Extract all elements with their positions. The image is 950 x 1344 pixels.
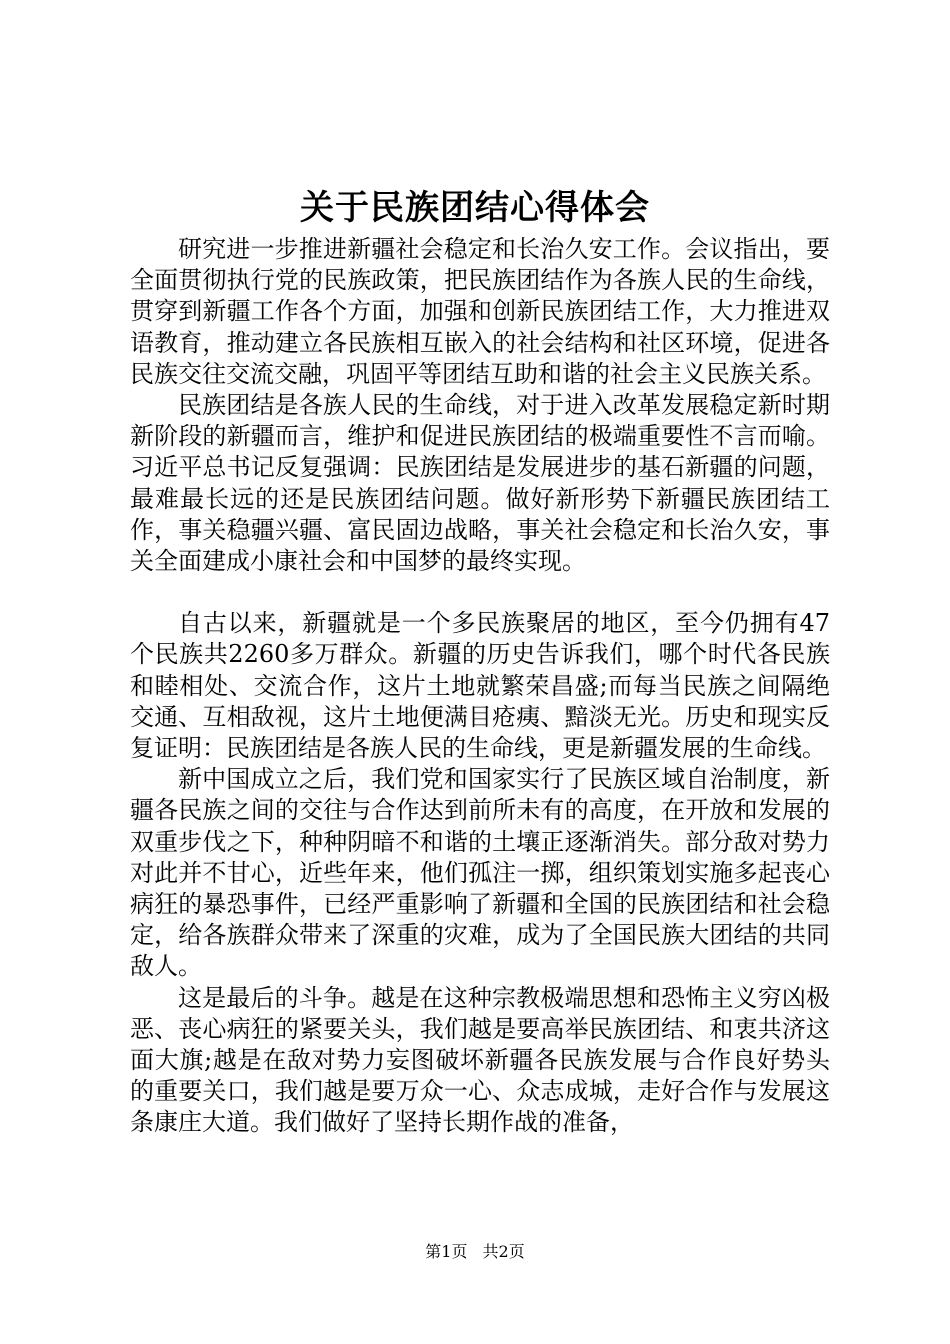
paragraph-3: 自古以来，新疆就是一个多民族聚居的地区，至今仍拥有47个民族共2260多万群众。新疆的历史告诉我们，哪个时代各民族和睦相处、交流合作，这片土地就繁荣昌盛;而每当民族之间隔绝交通、互相敌视，这片土地便满目疮痍、黯淡无光。历史和现实反复证明：民族团结是各族人民的生命线，更是新疆发展的生命线。 [130, 609, 830, 763]
paragraph-1: 研究进一步推进新疆社会稳定和长治久安工作。会议指出，要全面贯彻执行党的民族政策，把民族团结作为各族人民的生命线，贯穿到新疆工作各个方面，加强和创新民族团结工作，大力推进双语教育，推动建立各民族相互嵌入的社会结构和社区环境，促进各民族交往交流交融，巩固平等团结互助和谐的社会主义民族关系。 [130, 235, 830, 388]
page-total: 共2页 [482, 1242, 525, 1261]
paragraph-2: 民族团结是各族人民的生命线，对于进入改革发展稳定新时期新阶段的新疆而言，维护和促进民族团结的极端重要性不言而喻。习近平总书记反复强调：民族团结是发展进步的基石新疆的问题，最难最长远的还是民族团结问题。做好新形势下新疆民族团结工作，事关稳疆兴疆、富民固边战略，事关社会稳定和长治久安，事关全面建成小康社会和中国梦的最终实现。 [130, 391, 830, 576]
document-body [130, 234, 830, 1139]
page-number: 第1页 [425, 1242, 468, 1261]
paragraph-4: 新中国成立之后，我们党和国家实行了民族区域自治制度，新疆各民族之间的交往与合作达到前所未有的高度，在开放和发展的双重步伐之下，种种阴暗不和谐的土壤正逐渐消失。部分敌对势力对此并不甘心，近些年来，他们孤注一掷，组织策划实施多起丧心病狂的暴恐事件，已经严重影响了新疆和全国的民族团结和社会稳定，给各族群众带来了深重的灾难，成为了全国民族大团结的共同敌人。 [130, 765, 830, 981]
paragraph-5: 这是最后的斗争。越是在这种宗教极端思想和恐怖主义穷凶极恶、丧心病狂的紧要关头，我们越是要高举民族团结、和衷共济这面大旗;越是在敌对势力妄图破坏新疆各民族发展与合作良好势头的重要关口，我们越是要万众一心、众志成城，走好合作与发展这条康庄大道。我们做好了坚持长期作战的准备， [130, 983, 830, 1137]
page-footer [0, 1240, 950, 1264]
document-title: 关于民族团结心得体会 [300, 188, 650, 228]
